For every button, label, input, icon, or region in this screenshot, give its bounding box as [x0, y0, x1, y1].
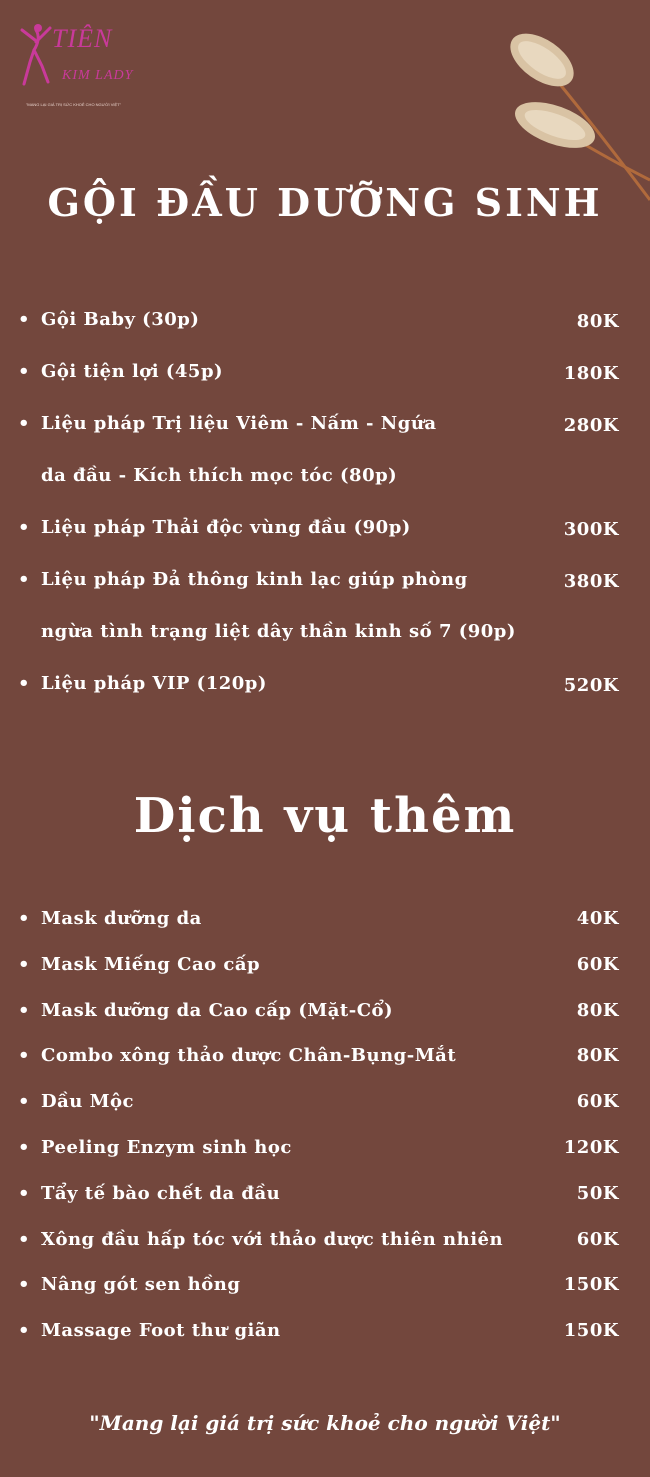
bullet-icon: •	[18, 1320, 31, 1342]
bullet-icon: •	[18, 673, 31, 694]
extra-service-item	[0, 1000, 650, 1030]
service-price: 380K	[563, 571, 619, 592]
service-name: Gội tiện lợi (45p)	[41, 361, 224, 382]
service-item	[0, 309, 650, 361]
extra-service-item	[0, 1320, 650, 1350]
service-price: 150K	[563, 1274, 619, 1296]
service-price: 40K	[576, 908, 619, 929]
extra-service-item	[0, 1091, 650, 1121]
service-price: 50K	[576, 1182, 619, 1204]
bullet-icon: •	[18, 361, 31, 382]
extra-service-item	[0, 1137, 650, 1167]
service-name: Mask dưỡng da Cao cấp (Mặt-Cổ)	[41, 999, 394, 1021]
service-price: 60K	[576, 1091, 619, 1113]
service-price: 280K	[563, 415, 619, 436]
section-title-extra-services: Dịch vụ thêm	[133, 788, 517, 844]
extra-service-item	[0, 908, 650, 938]
service-name: Combo xông thảo dược Chân-Bụng-Mắt	[41, 1045, 457, 1067]
extra-service-item	[0, 954, 650, 984]
service-item	[0, 569, 650, 673]
bullet-icon: •	[18, 1182, 31, 1204]
extra-service-item	[0, 1229, 650, 1259]
brand-slogan: "MANG LẠI GIÁ TRỊ SỨC KHOẺ CHO NGƯỜI VIỆT"	[26, 102, 122, 107]
service-price: 120K	[563, 1137, 619, 1158]
bullet-icon: •	[18, 999, 31, 1021]
service-name: Liệu pháp Đả thông kinh lạc giúp phòng	[41, 569, 468, 590]
bullet-icon: •	[18, 517, 31, 538]
bullet-icon: •	[18, 413, 31, 434]
bullet-icon: •	[18, 1274, 31, 1296]
service-price: 180K	[563, 363, 619, 384]
brand-name-top: TIÊN	[52, 24, 113, 53]
service-name: Mask dưỡng da	[41, 908, 202, 929]
service-item	[0, 673, 650, 725]
service-name: Xông đầu hấp tóc với thảo dược thiên nhiên	[41, 1228, 504, 1250]
section-title-head-wash: GỘI ĐẦU DƯỠNG SINH	[47, 180, 603, 225]
service-price: 60K	[576, 1228, 619, 1250]
footer-slogan: "Mang lại giá trị sức khoẻ cho người Việt"	[89, 1411, 561, 1435]
bullet-icon: •	[18, 1091, 31, 1113]
bullet-icon: •	[18, 309, 31, 330]
service-name: Tẩy tế bào chết da đầu	[41, 1182, 281, 1204]
service-name: Nâng gót sen hồng	[41, 1274, 241, 1296]
extra-service-item	[0, 1045, 650, 1075]
extra-service-item	[0, 1183, 650, 1213]
service-name: ngừa tình trạng liệt dây thần kinh số 7 (90p)	[41, 621, 516, 642]
service-item	[0, 517, 650, 569]
service-item	[0, 413, 650, 517]
brand-name-bottom: KIM LADY	[62, 68, 134, 83]
bullet-icon: •	[18, 1137, 31, 1158]
bullet-icon: •	[18, 569, 31, 590]
bullet-icon: •	[18, 1045, 31, 1067]
bullet-icon: •	[18, 908, 31, 929]
service-name: Gội Baby (30p)	[41, 309, 200, 330]
service-price: 80K	[576, 999, 619, 1021]
service-price: 300K	[563, 519, 619, 540]
extra-service-item	[0, 1274, 650, 1304]
service-item	[0, 361, 650, 413]
service-name: Dầu Mộc	[41, 1091, 135, 1113]
service-price: 150K	[563, 1320, 619, 1342]
service-price: 520K	[563, 675, 619, 696]
service-name: Liệu pháp VIP (120p)	[41, 673, 267, 694]
service-price: 60K	[576, 953, 619, 975]
service-name: Liệu pháp Thải độc vùng đầu (90p)	[41, 517, 411, 538]
bullet-icon: •	[18, 953, 31, 975]
service-name: Peeling Enzym sinh học	[41, 1137, 292, 1158]
brand-logo	[18, 22, 138, 117]
bullet-icon: •	[18, 1228, 31, 1250]
service-name: da đầu - Kích thích mọc tóc (80p)	[41, 465, 398, 486]
service-price: 80K	[576, 311, 619, 332]
service-price: 80K	[576, 1045, 619, 1067]
service-name: Massage Foot thư giãn	[41, 1320, 281, 1342]
service-name: Mask Miếng Cao cấp	[41, 953, 261, 975]
service-name: Liệu pháp Trị liệu Viêm - Nấm - Ngứa	[41, 413, 437, 434]
